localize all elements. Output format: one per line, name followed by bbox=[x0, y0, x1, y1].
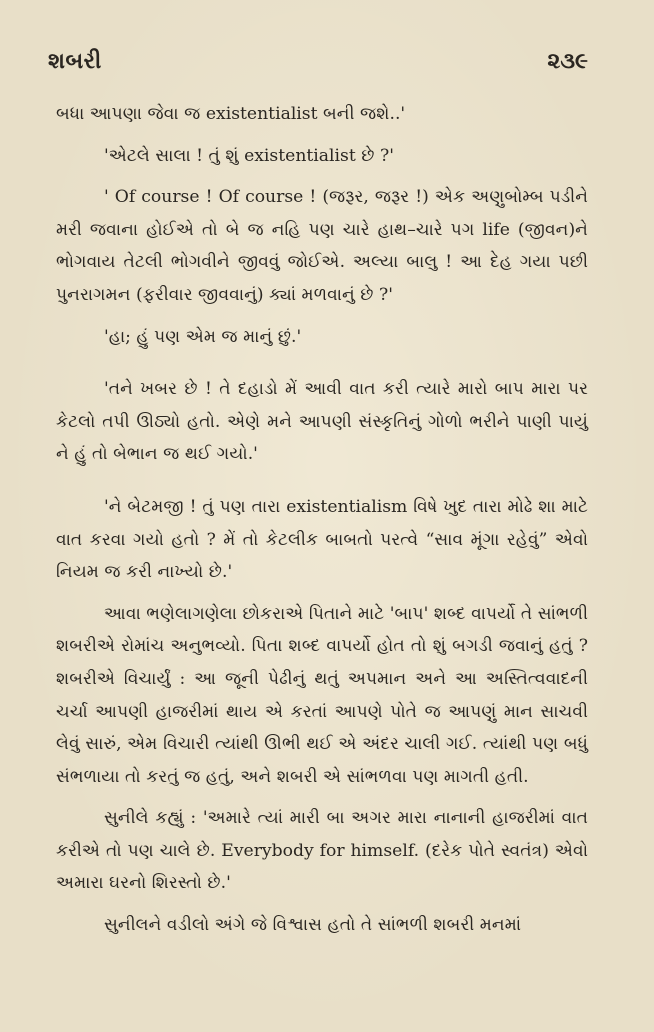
paragraph-dialogue: ' Of course ! Of course ! (જરૂર, જરૂર !) એક અણુબોમ્બ પડીને મરી જવાના હોઈએ તો બે જ નહિ પણ ચારે હાથ–ચારે પગ life (જીવન)ને ભોગવાય તેટલી ભોગવીને જીવવું જોઈએ. અલ્યા બાલુ ! આ દેહ ગયા પછી પુનરાગમન (ફરીવાર જીવવાનું) ક્યાં મળવાનું છે ?' bbox=[56, 187, 588, 305]
paragraph-narration: આવા ભણેલાગણેલા છોકરાએ પિતાને માટે 'બાપ' શબ્દ વાપર્યો તે સાંભળી શબરીએ રોમાંચ અનુભવ્યો. પિતા શબ્દ વાપર્યો હોત તો શું બગડી જવાનું હતું ? શબરીએ વિચાર્યું : આ જૂની પેઢીનું થતું અપમાન અને આ અસ્તિત્વવાદની ચર્ચા આપણી હાજરીમાં થાય એ કરતાં આપણે પોતે જ આપણું માન સાચવી લેવું સારું, એમ વિચારી ત્યાંથી ઊભી થઈ એ અંદર ચાલી ગઈ. ત્યાંથી પણ બધું સંભળાયા તો કરતું જ હતું, અને શબરી એ સાંભળવા પણ માગતી હતી. bbox=[56, 603, 588, 787]
paragraph-narration: સુનીલે કહ્યું : 'અમારે ત્યાં મારી બા અગર મારા નાનાની હાજરીમાં વાત કરીએ તો પણ ચાલે છે. Everybody for himself. (દરેક પોતે સ્વતંત્ર) એવો અમારા ઘરનો શિરસ્તો છે.' bbox=[56, 808, 588, 894]
running-head: શબરી bbox=[48, 48, 102, 74]
paragraph-dialogue: 'તને ખબર છે ! તે દહાડો મેં આવી વાત કરી ત્યારે મારો બાપ મારા પર કેટલો તપી ઊઠ્યો હતો. એણે મને આપણી સંસ્કૃતિનું ગોળો ભરીને પાણી પાયું ને હું તો બેભાન જ થઈ ગયો.' bbox=[56, 379, 588, 465]
page-header bbox=[48, 48, 588, 84]
paragraph-dialogue: 'હા; હું પણ એમ જ માનું છું.' bbox=[104, 326, 302, 347]
paragraph-narration: સુનીલને વડીલો અંગે જે વિશ્વાસ હતો તે સાંભળી શબરી મનમાં bbox=[104, 915, 522, 936]
paragraph-dialogue: 'એટલે સાલા ! તું શું existentialist છે ?' bbox=[104, 145, 394, 166]
page-number: ૨૩૯ bbox=[547, 48, 588, 74]
paragraph-dialogue: 'ને બેટમજી ! તું પણ તારા existentialism વિષે ખુદ તારા મોઢે શા માટે વાત કરવા ગયો હતો ? મેં તો કેટલીક બાબતો પરત્વે “સાવ મૂંગા રહેવું” એવો નિયમ જ કરી નાખ્યો છે.' bbox=[56, 496, 588, 583]
paragraph-continuation: બધા આપણા જેવા જ existentialist બની જશે..' bbox=[56, 104, 406, 124]
body-text bbox=[56, 98, 588, 942]
